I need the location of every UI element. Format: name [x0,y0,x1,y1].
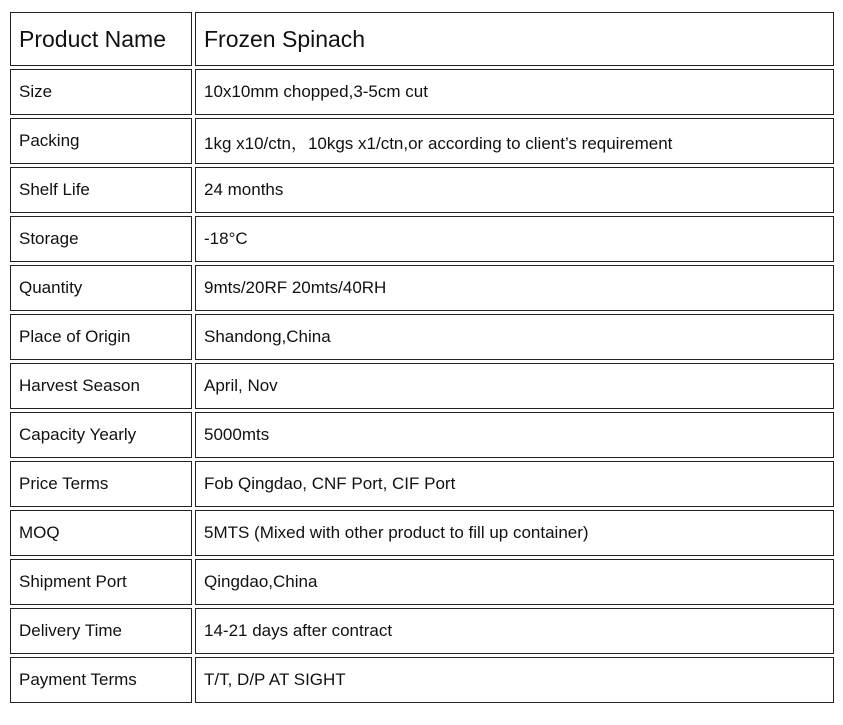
table-row-place-of-origin [10,314,834,360]
spec-label: Place of Origin [10,314,192,360]
spec-label: Price Terms [10,461,192,507]
table-row-capacity-yearly [10,412,834,458]
spec-value: 5000mts [195,412,834,458]
table-row-size [10,69,834,115]
product-spec-table-body [10,12,834,703]
table-row-storage [10,216,834,262]
spec-value: Fob Qingdao, CNF Port, CIF Port [195,461,834,507]
table-row-harvest-season [10,363,834,409]
spec-value: 10x10mm chopped,3-5cm cut [195,69,834,115]
spec-value: 5MTS (Mixed with other product to fill up container) [195,510,834,556]
table-row-delivery-time [10,608,834,654]
table-row-shipment-port [10,559,834,605]
spec-value: 14-21 days after contract [195,608,834,654]
table-row-price-terms [10,461,834,507]
table-row-packing [10,118,834,164]
table-row-product-name [10,12,834,66]
spec-label: Harvest Season [10,363,192,409]
spec-label: Shipment Port [10,559,192,605]
spec-label: Payment Terms [10,657,192,703]
spec-label: Size [10,69,192,115]
table-row-shelf-life [10,167,834,213]
spec-label: Packing [10,118,192,164]
spec-value: Frozen Spinach [195,12,834,66]
spec-label: Capacity Yearly [10,412,192,458]
table-row-payment-terms [10,657,834,703]
spec-value: 9mts/20RF 20mts/40RH [195,265,834,311]
spec-label: Delivery Time [10,608,192,654]
spec-label: Shelf Life [10,167,192,213]
spec-value: April, Nov [195,363,834,409]
spec-value: 24 months [195,167,834,213]
spec-value: 1kg x10/ctn，10kgs x1/ctn,or according to client’s requirement [195,118,834,164]
spec-value: Shandong,China [195,314,834,360]
spec-label: MOQ [10,510,192,556]
table-row-quantity [10,265,834,311]
product-spec-table [7,9,837,706]
spec-value: -18°C [195,216,834,262]
table-row-moq [10,510,834,556]
spec-value: Qingdao,China [195,559,834,605]
spec-label: Product Name [10,12,192,66]
spec-value: T/T, D/P AT SIGHT [195,657,834,703]
spec-label: Storage [10,216,192,262]
spec-label: Quantity [10,265,192,311]
